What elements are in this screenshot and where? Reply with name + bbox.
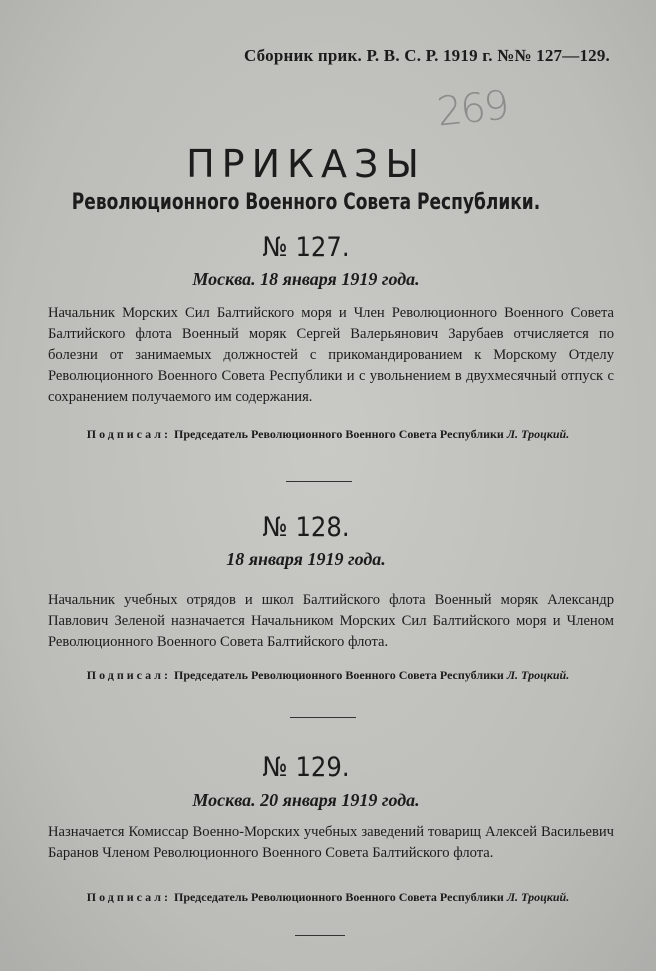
order-128-number: № 128.	[262, 512, 350, 543]
signature: Л. Троцкий.	[506, 668, 570, 682]
divider	[290, 717, 356, 718]
page-subtitle: Революционного Военного Совета Республики.	[71, 190, 541, 215]
page-title: ПРИКАЗЫ	[186, 142, 426, 186]
signed-label: Подписал:	[86, 890, 171, 904]
order-127-number: № 127.	[262, 232, 350, 263]
order-129-signature-line	[0, 890, 656, 905]
order-129-number: № 129.	[262, 752, 350, 783]
order-128-signature-line	[0, 668, 656, 683]
order-128-date: 18 января 1919 года.	[226, 549, 386, 569]
signature: Л. Троцкий.	[506, 427, 570, 441]
order-128-text: Начальник учебных отрядов и школ Балтийского флота Военный моряк Александр Павлович Зеленой назначается Начальником Морских Сил Балтийского моря и Членом Революционного Военного Совета Балтийского флота.	[48, 592, 614, 650]
divider	[286, 481, 352, 482]
order-127-date: Москва. 18 января 1919 года.	[192, 269, 420, 289]
handwritten-page-number: 269	[434, 82, 510, 136]
order-129-text: Назначается Комиссар Военно-Морских учебных заведений товарищ Алексей Васильевич Баранов Членом Революционного Военного Совета Балтийского флота.	[48, 824, 614, 861]
signed-title: Председатель Революционного Военного Совета Республики	[174, 427, 504, 441]
order-127-text: Начальник Морских Сил Балтийского моря и Член Революционного Военного Совета Балтийского флота Военный моряк Сергей Валерьянович Зарубаев отчисляется по болезни от занимаемых должностей с прикомандированием к Морскому Отделу Революционного Военного Совета Республики и с увольнением в двухмесячный отпуск с сохранением получаемого им содержания.	[48, 305, 614, 405]
order-129-date: Москва. 20 января 1919 года.	[192, 790, 420, 810]
collection-header: Сборник прик. Р. В. С. Р. 1919 г. №№ 127—129.	[243, 46, 610, 65]
signed-label: Подписал:	[86, 427, 171, 441]
signature: Л. Троцкий.	[506, 890, 570, 904]
signed-title: Председатель Революционного Военного Совета Республики	[174, 668, 504, 682]
signed-title: Председатель Революционного Военного Совета Республики	[174, 890, 504, 904]
divider	[295, 935, 345, 936]
order-127-signature-line	[0, 427, 656, 442]
signed-label: Подписал:	[86, 668, 171, 682]
